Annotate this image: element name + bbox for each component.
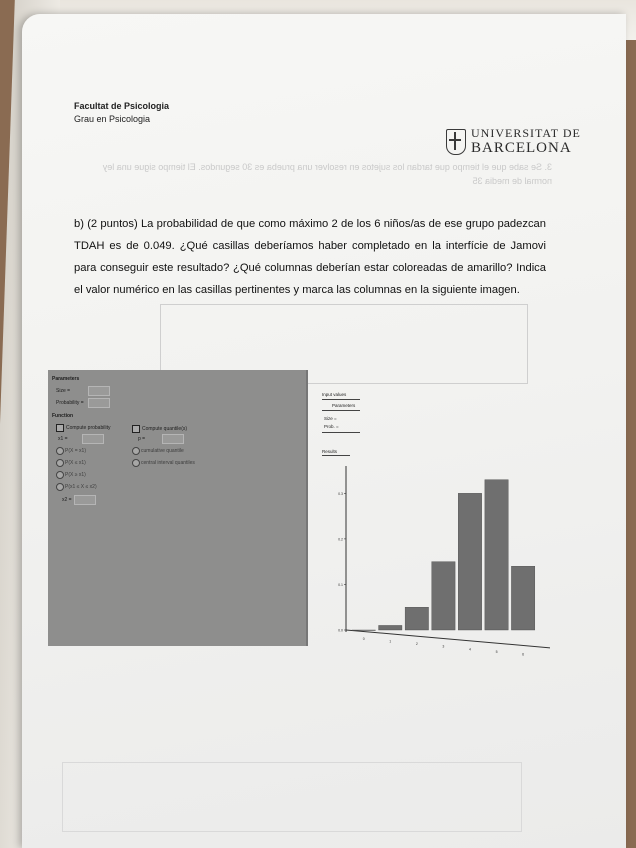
radio-between[interactable] xyxy=(56,483,64,491)
jamovi-panel xyxy=(48,370,308,646)
bar xyxy=(432,562,455,630)
parameters-label: Parameters xyxy=(332,403,356,408)
radio-central[interactable] xyxy=(132,459,140,467)
bar xyxy=(379,625,402,630)
university-name-line2: BARCELONA xyxy=(471,140,572,156)
size-result-label: Size = xyxy=(324,416,337,421)
x2-label: x2 = xyxy=(62,497,72,503)
probability-input[interactable] xyxy=(88,398,110,408)
radio-greater-equal-label: P(X ≥ x1) xyxy=(65,472,86,478)
university-logo xyxy=(446,126,581,157)
question-text: b) (2 puntos) La probabilidad de que como máximo 2 de los 6 niños/as de ese grupo padezcan TDAH es de 0.049. ¿Qué casillas deberíamos haber completado en la interfície de Jamovi para conseguir este resultado? ¿Qué columnas deberían estar coloreadas de amarillo? Indica el valor numérico en las casillas pertinentes y marca las columnas en la siguiente imagen. xyxy=(74,218,546,296)
x-tick-label: 2 xyxy=(415,642,418,647)
radio-between-label: P(x1 ≤ X ≤ x2) xyxy=(65,484,97,490)
exam-page xyxy=(22,14,626,848)
results-title: Results xyxy=(322,449,338,454)
radio-greater-equal[interactable] xyxy=(56,471,64,479)
parameters-header: Parameters xyxy=(52,376,80,382)
radio-less-equal-label: P(X ≤ x1) xyxy=(65,460,86,466)
x-tick-label: 6 xyxy=(522,652,525,657)
rule-3 xyxy=(322,432,360,433)
p-input[interactable] xyxy=(162,434,184,444)
compute-quantiles-checkbox[interactable] xyxy=(132,425,140,433)
radio-equal[interactable] xyxy=(56,447,64,455)
compute-probability-label: Compute probability xyxy=(66,425,111,431)
size-label: Size = xyxy=(56,388,71,394)
function-header: Function xyxy=(52,413,74,419)
radio-cumulative[interactable] xyxy=(132,447,140,455)
compute-quantiles-label: Compute quantile(s) xyxy=(142,426,188,432)
y-tick-label: 0.0 xyxy=(338,628,343,633)
faculty-header xyxy=(74,100,169,126)
radio-cumulative-label: cumulative quantile xyxy=(141,448,184,454)
radio-less-equal[interactable] xyxy=(56,459,64,467)
degree-name: Grau en Psicologia xyxy=(74,114,151,124)
x-tick-label: 4 xyxy=(469,647,471,652)
input-values-label: Input values xyxy=(322,392,347,397)
faculty-name: Facultat de Psicologia xyxy=(74,101,170,111)
radio-central-label: central interval quantiles xyxy=(141,460,195,466)
x2-input[interactable] xyxy=(74,495,96,505)
y-tick-label: 0.1 xyxy=(338,582,343,587)
university-seal-icon xyxy=(446,129,466,155)
bottom-faint-box xyxy=(62,762,522,832)
y-tick-label: 0.2 xyxy=(338,537,343,542)
y-tick-label: 0.3 xyxy=(338,491,343,496)
radio-equal-label: P(X = x1) xyxy=(65,448,86,454)
bar xyxy=(485,480,508,630)
probability-label: Probability = xyxy=(56,400,84,406)
x-tick-label: 1 xyxy=(389,639,392,644)
x1-input[interactable] xyxy=(82,434,104,444)
bar xyxy=(511,566,534,630)
bar xyxy=(405,607,428,630)
prob-result-label: Prob. = xyxy=(324,424,339,429)
size-input[interactable] xyxy=(88,386,110,396)
x1-label: x1 = xyxy=(58,436,68,442)
rule-4 xyxy=(322,455,350,456)
university-name-line1: UNIVERSITAT DE xyxy=(471,126,581,140)
rule-1 xyxy=(322,399,360,400)
x-axis xyxy=(346,630,550,648)
bar xyxy=(352,630,375,631)
rule-2 xyxy=(322,410,360,411)
show-through-text: 3. Se sabe que el tiempo que tardan los sujetos en resolver una prueba es 30 segundos. El tiempo sigue una ley normal de media 35 xyxy=(102,162,552,186)
x-tick-label: 5 xyxy=(495,649,498,654)
p-label: p = xyxy=(138,436,146,442)
x-tick-label: 0 xyxy=(362,637,365,641)
x-tick-label: 3 xyxy=(442,644,445,649)
bar-chart xyxy=(314,460,550,660)
results-panel xyxy=(314,378,550,660)
compute-probability-checkbox[interactable] xyxy=(56,424,64,432)
bar xyxy=(458,493,481,630)
